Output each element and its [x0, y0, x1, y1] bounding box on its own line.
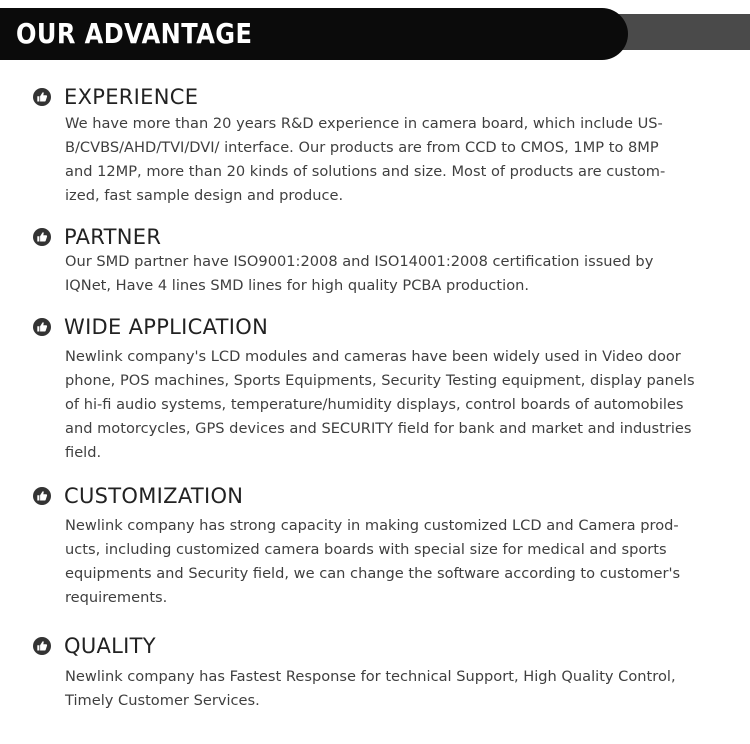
thumbs-up-icon [33, 637, 51, 655]
thumbs-up-icon [33, 88, 51, 106]
section-title-experience: EXPERIENCE [64, 85, 199, 109]
section-title-wide-application: WIDE APPLICATION [64, 315, 269, 339]
thumbs-up-icon [33, 228, 51, 246]
section-body-customization: Newlink company has strong capacity in making customized LCD and Camera prod- ucts, including customized camera boards with special size for medical and sports equipments and Security field, we can change the software according to customer's requirements. [65, 517, 681, 606]
section-body-quality: Newlink company has Fastest Response for technical Support, High Quality Control, Timely Customer Services. [65, 668, 676, 709]
thumbs-up-icon [33, 487, 51, 505]
section-partner [0, 224, 750, 294]
page-title: OUR ADVANTAGE [16, 17, 253, 50]
section-experience [0, 84, 750, 204]
section-wide-application [0, 314, 750, 461]
section-body-wide-application: Newlink company's LCD modules and cameras have been widely used in Video door phone, POS machines, Sports Equipments, Security Testing equipment, display panels of hi-fi audio systems, temperature/humidity displays, control boards of automobiles and motorcycles, GPS devices and SECURITY field for bank and market and industries field. [65, 348, 695, 461]
section-body-partner: Our SMD partner have ISO9001:2008 and ISO14001:2008 certification issued by IQNet, Have 4 lines SMD lines for high quality PCBA production. [65, 253, 654, 294]
section-quality [0, 633, 750, 709]
section-title-quality: QUALITY [64, 634, 156, 658]
section-body-experience: We have more than 20 years R&D experience in camera board, which include US- B/CVBS/AHD/TVI/DVI/ interface. Our products are from CCD to CMOS, 1MP to 8MP and 12MP, more than 20 kinds of solutions and size. Most of products are custom- ized, fast sample design and produce. [65, 115, 666, 204]
thumbs-up-icon [33, 318, 51, 336]
section-customization [0, 483, 750, 606]
section-title-partner: PARTNER [64, 225, 162, 249]
section-title-customization: CUSTOMIZATION [64, 484, 244, 508]
